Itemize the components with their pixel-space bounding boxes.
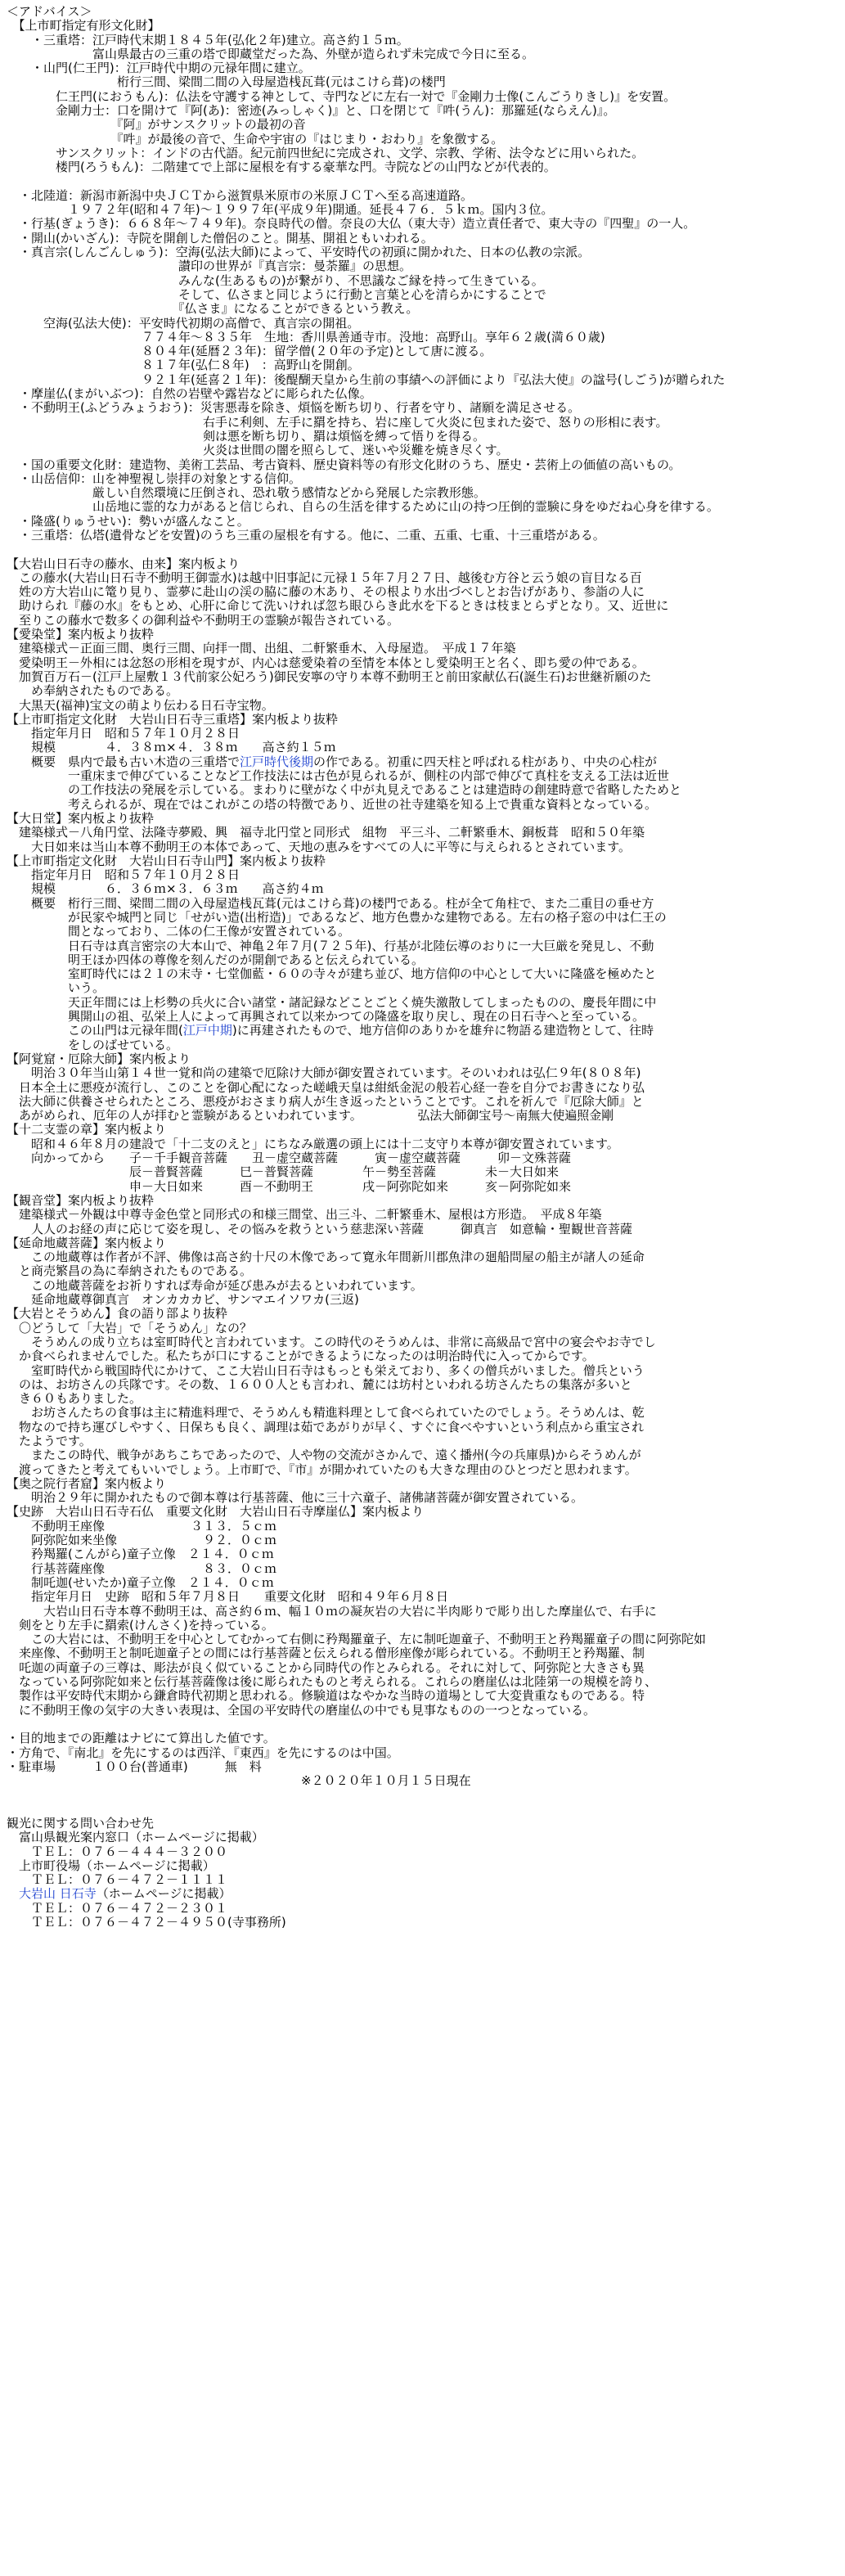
text-line: 大岩山日石寺本尊不動明王は、高さ約６ｍ、幅１０ｍの凝灰岩の大岩に半肉彫りで彫り出した摩崖仏で、右手に bbox=[7, 1604, 657, 1619]
text-line: 延命地蔵尊御真言 オンカカカビ、サンマエイソワカ(三返) bbox=[7, 1293, 359, 1308]
text-line bbox=[7, 1788, 834, 1802]
text-line: 【延命地蔵菩薩】案内板より bbox=[7, 1236, 167, 1250]
text-line: そして、仏さまと同じように行動と言葉と心を清らかにすることで bbox=[7, 287, 546, 302]
text-line bbox=[7, 543, 834, 556]
inline-link[interactable]: 江戸時代後期 bbox=[240, 754, 314, 769]
inline-link[interactable]: 大岩山 日石寺 bbox=[19, 1887, 97, 1902]
text-line: 『吽』が最後の音で、生命や宇宙の『はじまり・おわり』を象徴する。 bbox=[7, 132, 504, 146]
text-line: 辰－普賢菩薩 巳－普賢菩薩 午－勢至菩薩 未－大日如来 bbox=[7, 1165, 560, 1180]
text-line: ・真言宗(しんごんしゅう)：空海(弘法大師)によって、平安時代の初頭に開かれた、日本の仏教の宗派。 bbox=[7, 245, 591, 260]
text-line: 山岳地に霊的な力があると信じられ、自らの生活を律するために山の持つ圧倒的霊験に身をゆだね心身を律する。 bbox=[7, 500, 719, 515]
text-line: 『阿』がサンスクリットの最初の音 bbox=[7, 118, 306, 133]
text-line: 【観音堂】案内板より抜粋 bbox=[7, 1193, 155, 1208]
text-line: サンスクリット：インドの古代語。紀元前四世紀に完成され、文学、宗教、学術、法令などに用いられた。 bbox=[7, 146, 645, 160]
text-line: 一重床まで伸びていることなど工作技法には古色が見られるが、側柱の内部で伸びて真柱を支える工法は近世 bbox=[7, 769, 670, 784]
text-line: ・隆盛(りゅうせい)：勢いが盛んなこと。 bbox=[7, 514, 249, 529]
text-line: 【上市町指定文化財 大岩山日石寺山門】案内板より抜粋 bbox=[7, 853, 326, 868]
text-line: 概要 県内で最も古い木造の三重塔で江戸時代後期の作である。初重に四天柱と呼ばれる柱があり、中央の心柱が bbox=[7, 754, 658, 769]
text-line: 姓の方大岩山に篭り見り、霊夢に赴山の渓の脇に藤の木あり、その根より水出づべしとお告げがあり、参詣の人に bbox=[7, 585, 645, 600]
text-line bbox=[7, 1803, 834, 1817]
text-line: 製作は平安時代末期から鎌倉時代初期と思われる。修験道はなやかな当時の道場として大変貴重なものである。特 bbox=[7, 1689, 645, 1704]
text-line: みんな(生あるもの)が繋がり、不思議なご縁を持って生きている。 bbox=[7, 273, 544, 288]
text-line: と商売繁昌の為に奉納されたものである。 bbox=[7, 1264, 253, 1279]
text-line: 仁王門(におうもん)：仏法を守護する神として、寺門などに左右一対で『金剛力士像(こんごうりきし)』を安置。 bbox=[7, 89, 676, 104]
text-line: 建築様式－八角円堂、法隆寺夢殿、興 福寺北円堂と同形式 組物 平三斗、二軒繁垂木、銅板葺 昭和５０年築 bbox=[7, 826, 645, 840]
text-line: ・山岳信仰：山を神聖視し崇拝の対象とする信仰。 bbox=[7, 471, 302, 486]
text-line: 桁行三間、梁間二間の入母屋造桟瓦葺(元はこけら葺)の楼門 bbox=[7, 75, 446, 90]
text-line: ※２０２０年１０月１５日現在 bbox=[7, 1774, 471, 1789]
text-line: 不動明王座像 ３１３．５ｃｍ bbox=[7, 1519, 277, 1533]
text-line: 指定年月日 昭和５７年１０月２８日 bbox=[7, 727, 240, 741]
text-line: が民家や城門と同じ「せがい造(出桁造)」であるなど、地方色豊かな建物である。左右の格子窓の中は仁王の bbox=[7, 911, 667, 925]
text-line: き６０もありました。 bbox=[7, 1392, 142, 1407]
text-line: 富山県最古の三重の塔で即蔵堂だった為、外壁が造られず未完成で今日に至る。 bbox=[7, 47, 535, 61]
text-line: 間となっており、二体の仁王像が安置されている。 bbox=[7, 925, 351, 939]
text-line: ・不動明王(ふどうみょうおう)：災害悪毒を除き、煩悩を断ち切り、行者を守り、諸願を満足させる。 bbox=[7, 401, 581, 416]
text-line: 日石寺は真言密宗の大本山で、神亀２年７月(７２５年)、行基が北陸伝導のおりに一大巨厳を発見し、不動 bbox=[7, 939, 654, 953]
text-line: 制吒迦(せいたか)童子立像 ２１４．０ｃｍ bbox=[7, 1575, 274, 1590]
text-line: ・国の重要文化財：建造物、美術工芸品、考古資料、歴史資料等の有形文化財のうち、歴史・芸術上の価値の高いもの。 bbox=[7, 457, 681, 472]
text-line: 上市町役場（ホームページに掲載） bbox=[7, 1858, 215, 1873]
text-line: ・目的地までの距離はナビにて算出した値です。 bbox=[7, 1732, 276, 1746]
text-line: ・北陸道：新潟市新潟中央ＪＣＴから滋賀県米原市の米原ＪＣＴへ至る高速道路。 bbox=[7, 188, 474, 203]
text-line: 人人のお経の声に応じて姿を現し、その悩みを救うという慈悲深い菩薩 御真言 如意輪・聖観世音菩薩 bbox=[7, 1222, 633, 1236]
text-line: またこの時代、戦争があちこちであったので、人や物の交流がさかんで、遠く播州(今の兵庫県)からそうめんが bbox=[7, 1448, 641, 1463]
text-line: この藤水(大岩山日石寺不動明王御霊水)は越中旧事記に元禄１５年７月２７日、越後む方谷と云う娘の盲目なる百 bbox=[7, 570, 642, 585]
text-line: 大黒天(福神)宝文の萌より伝わる日石寺宝物。 bbox=[7, 698, 274, 713]
text-line: ８１７年(弘仁８年) ：高野山を開創。 bbox=[7, 358, 360, 373]
text-line: 観光に関する問い合わせ先 bbox=[7, 1817, 155, 1831]
text-line: 楼門(ろうもん)：二階建てで上部に屋根を有する豪華な門。寺院などの山門などが代表的。 bbox=[7, 160, 556, 175]
text-line: 【奥之院行者窟】案内板より bbox=[7, 1476, 167, 1491]
text-line: 大岩山 日石寺（ホームページに掲載） bbox=[19, 1887, 231, 1902]
text-line bbox=[7, 1718, 834, 1732]
text-line: 規模 ４．３８ｍ×４．３８ｍ 高さ約１５ｍ bbox=[7, 741, 336, 755]
text-line: をしのばせている。 bbox=[7, 1038, 179, 1052]
text-line: 向かってから 子－千手観音菩薩 丑－虚空蔵菩薩 寅－虚空蔵菩薩 卯－文殊菩薩 bbox=[7, 1151, 572, 1166]
text-line: 【上市町指定文化財 大岩山日石寺三重塔】案内板より抜粋 bbox=[7, 712, 339, 727]
text-line: 【大日堂】案内板より抜粋 bbox=[7, 811, 155, 826]
text-line: あがめられ、厄年の人が拝むと霊験があるといわれています。 弘法大師御宝号～南無大使遍照金剛 bbox=[7, 1109, 614, 1124]
text-line: ・三重塔：江戸時代末期１８４５年(弘化２年)建立。高さ約１５ｍ。 bbox=[7, 33, 409, 47]
text-line bbox=[7, 175, 834, 189]
text-line: この大岩には、不動明王を中心としてむかって右側に矜羯羅童子、左に制吒迦童子、不動明王と矜羯羅童子の間に阿弥陀如 bbox=[7, 1633, 707, 1647]
text-line: のは、お坊さんの兵隊です。その数、１６００人とも言われ、麓には坊村といわれる坊さんたちの集落が多いと bbox=[7, 1377, 632, 1392]
text-line: 天正年間には上杉勢の兵火に合い諸堂・諸記録などことごとく焼失激散してしまったものの、慶長年間に中 bbox=[7, 995, 657, 1010]
text-line: ・摩崖仏(まがいぶつ)：自然の岩壁や露岩などに彫られた仏像。 bbox=[7, 387, 372, 402]
text-line: お坊さんたちの食事は主に精進料理で、そうめんも精進料理として食べられていたのでしょう。そうめんは、乾 bbox=[7, 1406, 645, 1421]
text-line: 昭和４６年８月の建設で「十二支のえと」にちなみ厳選の頭上には十二支守り本尊が御安置されています。 bbox=[7, 1137, 619, 1151]
text-line: ・山門(仁王門)：江戸時代中期の元禄年間に建立。 bbox=[7, 61, 311, 76]
text-line: たようです。 bbox=[7, 1434, 92, 1448]
inline-link[interactable]: 江戸中期 bbox=[182, 1024, 232, 1038]
text-line: 富山県観光案内窓口（ホームページに掲載） bbox=[7, 1831, 264, 1845]
text-line: 阿弥陀如来坐像 ９２．０ｃｍ bbox=[7, 1533, 277, 1548]
text-line: 室町時代から戦国時代にかけて、ここ大岩山日石寺はもっとも栄えており、多くの僧兵がいました。僧兵という bbox=[7, 1363, 645, 1378]
text-line: ・方角で、『南北』を先にするのは西洋、『東西』を先にするのは中国。 bbox=[7, 1745, 399, 1760]
text-line: 規模 ６．３６ｍ×３．６３ｍ 高さ約４ｍ bbox=[7, 882, 324, 897]
text-line: 【愛染堂】案内板より抜粋 bbox=[7, 628, 155, 642]
text-line: 明治２９年に開かれたもので御本尊は行基菩薩、他に三十六童子、諸佛諸菩薩が御安置されている。 bbox=[7, 1491, 584, 1506]
text-line: 矜羯羅(こんがら)童子立像 ２１４．０ｃｍ bbox=[7, 1547, 274, 1562]
text-line: ・三重塔：仏塔(遺骨などを安置)のうち三重の屋根を有する。他に、二重、五重、七重、十三重塔がある。 bbox=[7, 528, 605, 543]
text-line: いう。 bbox=[7, 981, 106, 996]
text-line: 剣は悪を断ち切り、羂は煩悩を縛って悟りを得る。 bbox=[7, 429, 486, 444]
text-line: 【上市町指定有形文化財】 bbox=[7, 19, 160, 34]
text-line: 吒迦の両童子の三尊は、彫法が良く似ていることから同時代の作とみられる。それに対して、阿弥陀と大きさも異 bbox=[7, 1660, 645, 1675]
text-line: の工作技法の発展を示している。まわりに壁がなく中が丸見えであることは建造時の創建時意で省略したためと bbox=[7, 783, 682, 798]
text-line: なっている阿弥陀如来と伝行基菩薩像は後に彫られたものと考えられる。これらの磨崖仏は北陸第一の規模を誇り、 bbox=[7, 1675, 658, 1690]
text-line: 【大岩山日石寺の藤水、由来】案内板より bbox=[7, 556, 240, 571]
text-line: ７７４年～８３５年 生地：香川県善通寺市。没地：高野山。享年６２歳(満６０歳) bbox=[7, 330, 605, 345]
text-line: 建築様式－正面三間、奥行三間、向拝一間、出組、二軒繁垂木、入母屋造。 平成１７年築 bbox=[7, 642, 516, 656]
text-line: 【阿覚窟・厄除大師】案内板より bbox=[7, 1052, 191, 1066]
text-line: 【史跡 大岩山日石寺石仏 重要文化財 大岩山日石寺摩崖仏】案内板より bbox=[7, 1505, 425, 1520]
text-line: か食べられませんでした。私たちが口にすることができるようになったのは明治時代に入ってからです。 bbox=[7, 1349, 595, 1364]
text-line: ＴＥＬ：０７６－４７２－２３０１ bbox=[7, 1901, 228, 1916]
text-line: ・開山(かいざん)：寺院を開創した僧侶のこと。開基、開祖ともいわれる。 bbox=[7, 231, 434, 245]
text-line: 渡ってきたと考えてもいいでしょう。上市町で、『市』が開かれていたのも大きな理由のひとつだと思われます。 bbox=[7, 1462, 637, 1477]
text-line: 至りこの藤水で数多くの御利益や不動明王の霊験が報告されている。 bbox=[7, 613, 400, 628]
text-line: ９２１年(延喜２１年)：後醍醐天皇から生前の事績への評価により『弘法大使』の諡号(しごう)が贈られた bbox=[7, 372, 726, 387]
text-line: この地蔵菩薩をお祈りすれば寿命が延び患みが去るといわれています。 bbox=[7, 1278, 423, 1293]
text-line: １９７２年(昭和４７年)～１９９７年(平成９年)開通。延長４７６．５ｋｍ。国内３位。 bbox=[7, 203, 554, 218]
text-line: ８０４年(延暦２３年)：留学僧(２０年の予定)として唐に渡る。 bbox=[7, 345, 492, 359]
text-line: そうめんの成り立ちは室町時代と言われています。この時代のそうめんは、非常に高級品で宮中の宴会やお寺でし bbox=[7, 1335, 656, 1349]
text-line: 考えられるが、現在ではこれがこの塔の特徴であり、近世の社寺建築を知る上で貴重な資料となっている。 bbox=[7, 797, 658, 812]
text-line: 厳しい自然環境に圧倒され、恐れ敬う感情などから発展した宗教形態。 bbox=[7, 486, 486, 501]
text-line: ＴＥＬ：０７６－４４４－３２００ bbox=[7, 1844, 228, 1859]
text-line: ＴＥＬ：０７６－４７２－１１１１ bbox=[7, 1873, 228, 1888]
text-line: 建築様式－外観は中尊寺金色堂と同形式の和様三間堂、出三斗、二軒繁垂木、屋根は方形造。 平成８年築 bbox=[7, 1208, 602, 1223]
text-line: 大日如来は当山本尊不動明王の本体であって、天地の恵みをすべての人に平等に与えられるとされています。 bbox=[7, 840, 632, 854]
text-line: ・駐車場 １００台(普通車) 無 料 bbox=[7, 1759, 262, 1774]
text-line: 日本全土に悪疫が流行し、このことを御心配になった嵯峨天皇は紺紙金泥の般若心経一巻を自分でお書きになり弘 bbox=[7, 1080, 645, 1095]
text-line: ＜アドバイス＞ bbox=[7, 5, 92, 19]
text-line: 〇どうして「大岩」で「そうめん」なの？ bbox=[7, 1321, 253, 1335]
text-line: 法大師に供養させられたところ、悪疫がおさまり病人が生き返ったということです。これを祈んで『厄除大師』と bbox=[7, 1094, 644, 1109]
text-line: 行基菩薩座像 ８３．０ｃｍ bbox=[7, 1561, 277, 1576]
text-line: ・行基(ぎょうき)：６６８年～７４９年)。奈良時代の僧。奈良の大仏（東大寺）造立責任者で、東大寺の『四聖』の一人。 bbox=[7, 217, 696, 232]
text-line: 明王ほか四体の尊像を刻んだのが開創であると伝えられている。 bbox=[7, 952, 425, 967]
text-line: 空海(弘法大使)：平安時代初期の高僧で、真言宗の開祖。 bbox=[7, 316, 360, 331]
text-line: 申－大日如来 酉－不動明王 戌－阿弥陀如来 亥－阿弥陀如来 bbox=[7, 1179, 572, 1194]
text-line: に不動明王像の気宇の大きい表現は、全国の平安時代の磨崖仏の中でも見事なものの一つとなっている。 bbox=[7, 1703, 596, 1718]
text-line: 室町時代には２１の末寺・七堂伽藍・６０の寺々が建ち並び、地方信仰の中心として大いに隆盛を極めたと bbox=[7, 967, 657, 982]
text-line: 興開山の祖、弘栄上人によって再興されて以来かつての隆盛を取り戻し、現在の日石寺へと至っている。 bbox=[7, 1010, 645, 1025]
text-line: 讃印の世界が『真言宗：曼荼羅』の思想。 bbox=[7, 259, 412, 274]
text-line: 概要 桁行三間、梁間二間の入母屋造桟瓦葺(元はこけら葺)の楼門である。柱が全て角柱で、また二重目の垂せ方 bbox=[7, 896, 654, 911]
text-line: 指定年月日 史跡 昭和５年７月８日 重要文化財 昭和４９年６月８日 bbox=[7, 1590, 449, 1605]
text-line: 火炎は世間の闇を照らして、迷いや災難を焼き尽くす。 bbox=[7, 444, 509, 458]
text-line: ＴＥＬ：０７６－４７２－４９５０(寺事務所) bbox=[7, 1916, 286, 1930]
text-line: 来座像、不動明王と制吒迦童子との間には行基菩薩と伝えられる僧形座像が彫られている。不動明王と矜羯羅、制 bbox=[7, 1646, 645, 1661]
text-line: 物なので持ち運びしやすく、日保ちも良く、調理は茹であがりが早く、すぐに食べやすいという利点から重宝され bbox=[7, 1420, 645, 1434]
text-line: 【十二支霊の章】案内板より bbox=[7, 1123, 167, 1137]
text-line: 金剛力士：口を開けて『阿(あ)：密迹(みっしゃく)』と、口を閉じて『吽(うん)：那羅延(ならえん)』。 bbox=[7, 104, 616, 119]
text-line: この山門は元禄年間(江戸中期)に再建されたもので、地方信仰のありかを雄弁に物語る建造物として、往時 bbox=[7, 1024, 654, 1038]
text-line: 『仏さま』になることができるという教え。 bbox=[7, 302, 419, 317]
text-line: 助けられ『藤の水』をもとめ、心肝に命じて洗いければ忽ち眼ひらき此水を下るときは枝まとらずとなり。又、近世に bbox=[7, 599, 669, 614]
text-line: 右手に利剣、左手に羂を持ち、岩に座して火炎に包まれた姿で、怒りの形相に表す。 bbox=[7, 415, 668, 430]
text-line: 愛染明王－外相には忿怒の形相を現すが、内心は慈愛染着の至情を本体とし愛染明王と名く、即ち愛の仲である。 bbox=[7, 655, 645, 670]
text-line: 剣をとり左手に羂索(けんさく)を持っている。 bbox=[7, 1618, 274, 1633]
text-line: め奉納されたものである。 bbox=[7, 684, 179, 699]
text-line: 明治３０年当山第１４世一覚和尚の建築で厄除け大師が御安置されています。そのいわれは弘仁９年(８０８年) bbox=[7, 1066, 641, 1081]
text-line: 【大岩とそうめん】食の語り部より抜粋 bbox=[7, 1307, 228, 1322]
text-line: 加賀百万石－(江戸上屋敷１３代前家公妃ろう)御民安寧の守り本尊不動明王と前田家献仏石(誕生石)お世継祈願のた bbox=[7, 669, 652, 684]
text-line: この地蔵尊は作者が不評、佛像は高さ約十尺の木像であって寛永年間新川郡魚津の廻船問屋の船主が諸人の延命 bbox=[7, 1250, 645, 1265]
text-line: 指定年月日 昭和５７年１０月２８日 bbox=[7, 868, 240, 883]
